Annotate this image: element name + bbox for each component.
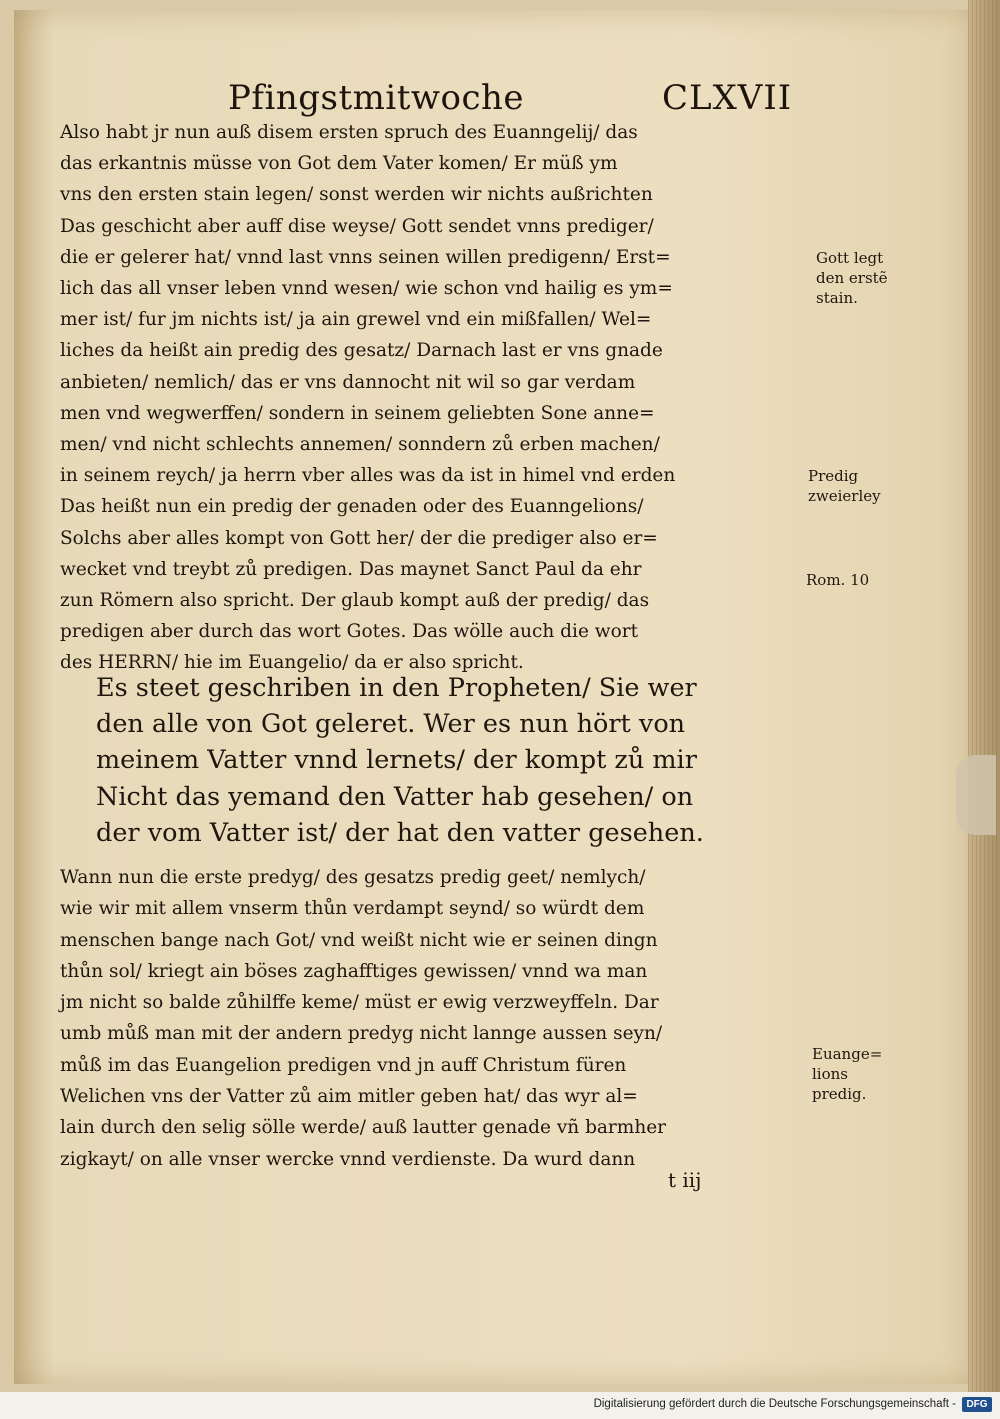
text-line: Das geschicht aber auff dise weyse/ Gott sendet vnns prediger/ [60,215,654,237]
footer-bar [0,1392,1000,1419]
quote-line: Es steet geschriben in den Propheten/ Sie wer [96,673,697,703]
text-line: zigkayt/ on alle vnser wercke vnnd verdienste. Da wurd dann [60,1148,636,1170]
text-line: thůn sol/ kriegt ain böses zaghafftiges gewissen/ vnnd wa man [60,960,648,982]
margin-note-line: lions [812,1065,848,1083]
scripture-quote [96,670,704,851]
margin-note-line: Predig [808,467,859,485]
text-line: můß im das Euangelion predigen vnd jn auff Christum füren [60,1054,627,1076]
text-line: in seinem reych/ ja herrn vber alles was da ist in himel vnd erden [60,465,676,487]
text-line: Wann nun die erste predyg/ des gesatzs predig geet/ nemlych/ [60,867,646,888]
quote-line: der vom Vatter ist/ der hat den vatter gesehen. [96,817,704,848]
text-line: wie wir mit allem vnserm thůn verdampt seynd/ so würdt dem [60,898,645,920]
folio-number: CLXVII [662,78,793,118]
text-line: Das heißt nun ein predig der genaden oder des Euanngelions/ [60,496,644,518]
signature-mark: t iij [668,1168,702,1192]
text-line: Solchs aber alles kompt von Gott her/ der die prediger also er= [60,527,658,549]
funding-credit: Digitalisierung gefördert durch die Deutsche Forschungsgemeinschaft - [593,1398,956,1410]
margin-note-line: Euange= [812,1045,883,1063]
margin-note [808,466,881,506]
text-line: men/ vnd nicht schlechts annemen/ sonndern zů erben machen/ [60,434,660,456]
margin-note-line: zweierley [808,487,881,505]
text-line: Also habt jr nun auß disem ersten spruch des Euanngelij/ das [60,122,638,143]
text-line: Welichen vns der Vatter zů aim mitler geben hat/ das wyr al= [60,1086,638,1108]
paragraph-1 [60,117,675,679]
quote-line: den alle von Got geleret. Wer es nun hört von [96,709,686,740]
text-line: umb můß man mit der andern predyg nicht lannge aussen seyn/ [60,1023,663,1045]
text-line: menschen bange nach Got/ vnd weißt nicht wie er seinen dingn [60,929,658,951]
margin-note [806,570,869,590]
margin-note-line: stain. [816,289,858,307]
text-line: des HERRN/ hie im Euangelio/ da er also spricht. [60,652,524,674]
margin-note-line: predig. [812,1085,867,1103]
page-edge [968,0,1000,1392]
quote-line: Nicht das yemand den Vatter hab gesehen/ on [96,781,694,812]
margin-note [812,1044,882,1104]
text-line: vns den ersten stain legen/ sonst werden wir nichts außrichten [60,184,653,206]
text-line: anbieten/ nemlich/ das er vns dannocht nit wil so gar verdam [60,371,636,393]
text-line: lain durch den selig sölle werde/ auß lautter genade vñ barmher [60,1117,667,1139]
running-head: Pfingstmitwoche [228,78,525,118]
margin-note-line: Gott legt [816,249,884,267]
margin-note-line: Rom. 10 [806,571,870,589]
text-line: wecket vnd treybt zů predigen. Das maynet Sanct Paul da ehr [60,558,642,580]
text-line: das erkantnis müsse von Got dem Vater komen/ Er müß ym [60,153,618,175]
text-line: jm nicht so balde zůhilffe keme/ müst er ewig verzweyffeln. Dar [60,992,659,1014]
page-tab-marker [956,755,996,835]
dfg-logo: DFG [962,1397,992,1412]
margin-note-line: den erstẽ [816,269,888,287]
margin-note [816,248,888,308]
text-line: predigen aber durch das wort Gotes. Das wölle auch die wort [60,621,639,643]
text-line: liches da heißt ain predig des gesatz/ Darnach last er vns gnade [60,340,663,362]
text-line: mer ist/ fur jm nichts ist/ ja ain grewel vnd ein mißfallen/ Wel= [60,309,652,331]
paragraph-2 [60,862,666,1175]
text-line: zun Römern also spricht. Der glaub kompt auß der predig/ das [60,590,650,612]
quote-line: meinem Vatter vnnd lernets/ der kompt zů mir [96,745,697,776]
text-line: die er gelerer hat/ vnnd last vnns seinen willen predigenn/ Erst= [60,246,671,268]
text-line: men vnd wegwerffen/ sondern in seinem geliebten Sone anne= [60,402,655,424]
text-line: lich das all vnser leben vnnd wesen/ wie schon vnd hailig es ym= [60,278,673,300]
